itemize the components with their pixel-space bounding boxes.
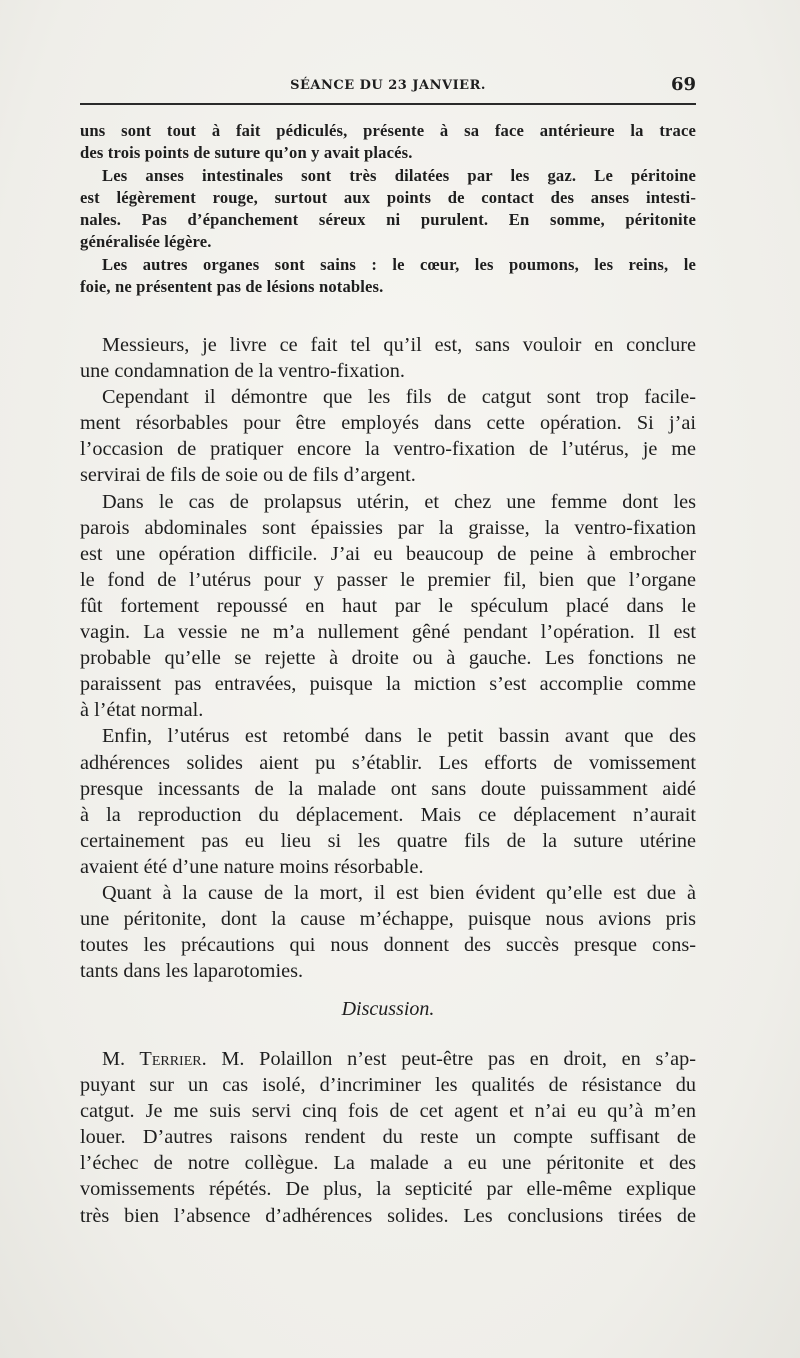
text-line: une condamnation de la ventro-fixation. — [80, 360, 405, 383]
text-line: une péritonite, dont la cause m’échappe, puisque nous avions pris — [80, 908, 696, 931]
text-line: paraissent pas entravées, puisque la miction s’est accomplie comme — [80, 673, 696, 696]
text-line: Enfin, l’utérus est retombé dans le petit bassin avant que des — [102, 725, 696, 748]
text-line: Les anses intestinales sont très dilatées par les gaz. Le péritoine — [102, 165, 696, 185]
text-line: fût fortement repoussé en haut par le spéculum placé dans le — [80, 594, 696, 617]
text-line: l’échec de notre collègue. La malade a eu une péritonite et des — [80, 1152, 696, 1175]
text-line: Messieurs, je livre ce fait tel qu’il est, sans vouloir en conclure — [102, 334, 696, 356]
text-line: est une opération difficile. J’ai eu beaucoup de peine à embrocher — [80, 542, 696, 565]
text-line: des trois points de suture qu’on y avait placés. — [80, 143, 413, 163]
text-line: Quant à la cause de la mort, il est bien évident qu’elle est due à — [102, 881, 696, 904]
page-number: 69 — [670, 74, 696, 95]
text-line: nales. Pas d’épanchement séreux ni purulent. En somme, péritonite — [80, 210, 696, 230]
text-line: Cependant il démontre que les fils de catgut sont trop facile- — [102, 386, 696, 409]
text-line: toutes les précautions qui nous donnent des succès presque cons- — [80, 934, 696, 957]
text-line: certainement pas eu lieu si les quatre fils de la suture utérine — [80, 829, 696, 852]
text-line: ment résorbables pour être employés dans cette opération. Si j’ai — [80, 412, 696, 435]
text-line: le fond de l’utérus pour y passer le premier fil, bien que l’organe — [80, 568, 696, 591]
text-line: puyant sur un cas isolé, d’incriminer les qualités de résistance du — [80, 1074, 696, 1097]
main-text — [80, 332, 696, 984]
text-line: est légèrement rouge, surtout aux points de contact des anses intesti- — [80, 187, 696, 207]
text-line — [80, 1046, 696, 1072]
text-line: foie, ne présentent pas de lésions notables. — [80, 277, 384, 297]
text-line: vagin. La vessie ne m’a nullement gêné pendant l’opération. Il est — [80, 621, 696, 644]
text-line: généralisée légère. — [80, 232, 212, 252]
text-line: Dans le cas de prolapsus utérin, et chez une femme dont les — [102, 490, 696, 513]
text-line: servirai de fils de soie ou de fils d’argent. — [80, 464, 416, 487]
section-heading: Discussion. — [341, 998, 435, 1020]
speaker-name: M. Terrier. — [102, 1048, 207, 1070]
text-line: tants dans les laparotomies. — [80, 960, 304, 983]
text-line: vomissements répétés. De plus, la septicité par elle-même explique — [80, 1178, 696, 1201]
discussion-text — [80, 1046, 696, 1229]
text-line: uns sont tout à fait pédiculés, présente à sa face antérieure la trace — [80, 121, 696, 140]
text-line: presque incessants de la malade ont sans doute puissamment aidé — [80, 777, 696, 800]
text-line: catgut. Je me suis servi cinq fois de cet agent et n’ai eu qu’à m’en — [80, 1100, 696, 1123]
header-rule — [80, 103, 696, 105]
page-header — [80, 74, 696, 98]
text-line: très bien l’absence d’adhérences solides. Les conclusions tirées de — [80, 1204, 696, 1227]
text-span: M. Polaillon n’est peut-être pas en droit, en s’ap- — [221, 1048, 696, 1070]
observation-text — [80, 120, 696, 298]
running-title: SÉANCE DU 23 JANVIER. — [290, 78, 486, 93]
text-line: l’occasion de pratiquer encore la ventro-fixation de l’utérus, je me — [80, 438, 696, 461]
text-line: Les autres organes sont sains : le cœur, les poumons, les reins, le — [102, 254, 696, 274]
text-line: adhérences solides aient pu s’établir. Les efforts de vomissement — [80, 751, 696, 774]
text-line: à la reproduction du déplacement. Mais ce déplacement n’aurait — [80, 803, 696, 826]
text-line: probable qu’elle se rejette à droite ou à gauche. Les fonctions ne — [80, 647, 696, 670]
text-line: avaient été d’une nature moins résorbable. — [80, 855, 424, 878]
text-line: à l’état normal. — [80, 699, 204, 722]
text-line: louer. D’autres raisons rendent du reste un compte suffisant de — [80, 1126, 696, 1149]
text-line: parois abdominales sont épaissies par la graisse, la ventro-fixation — [80, 516, 696, 539]
